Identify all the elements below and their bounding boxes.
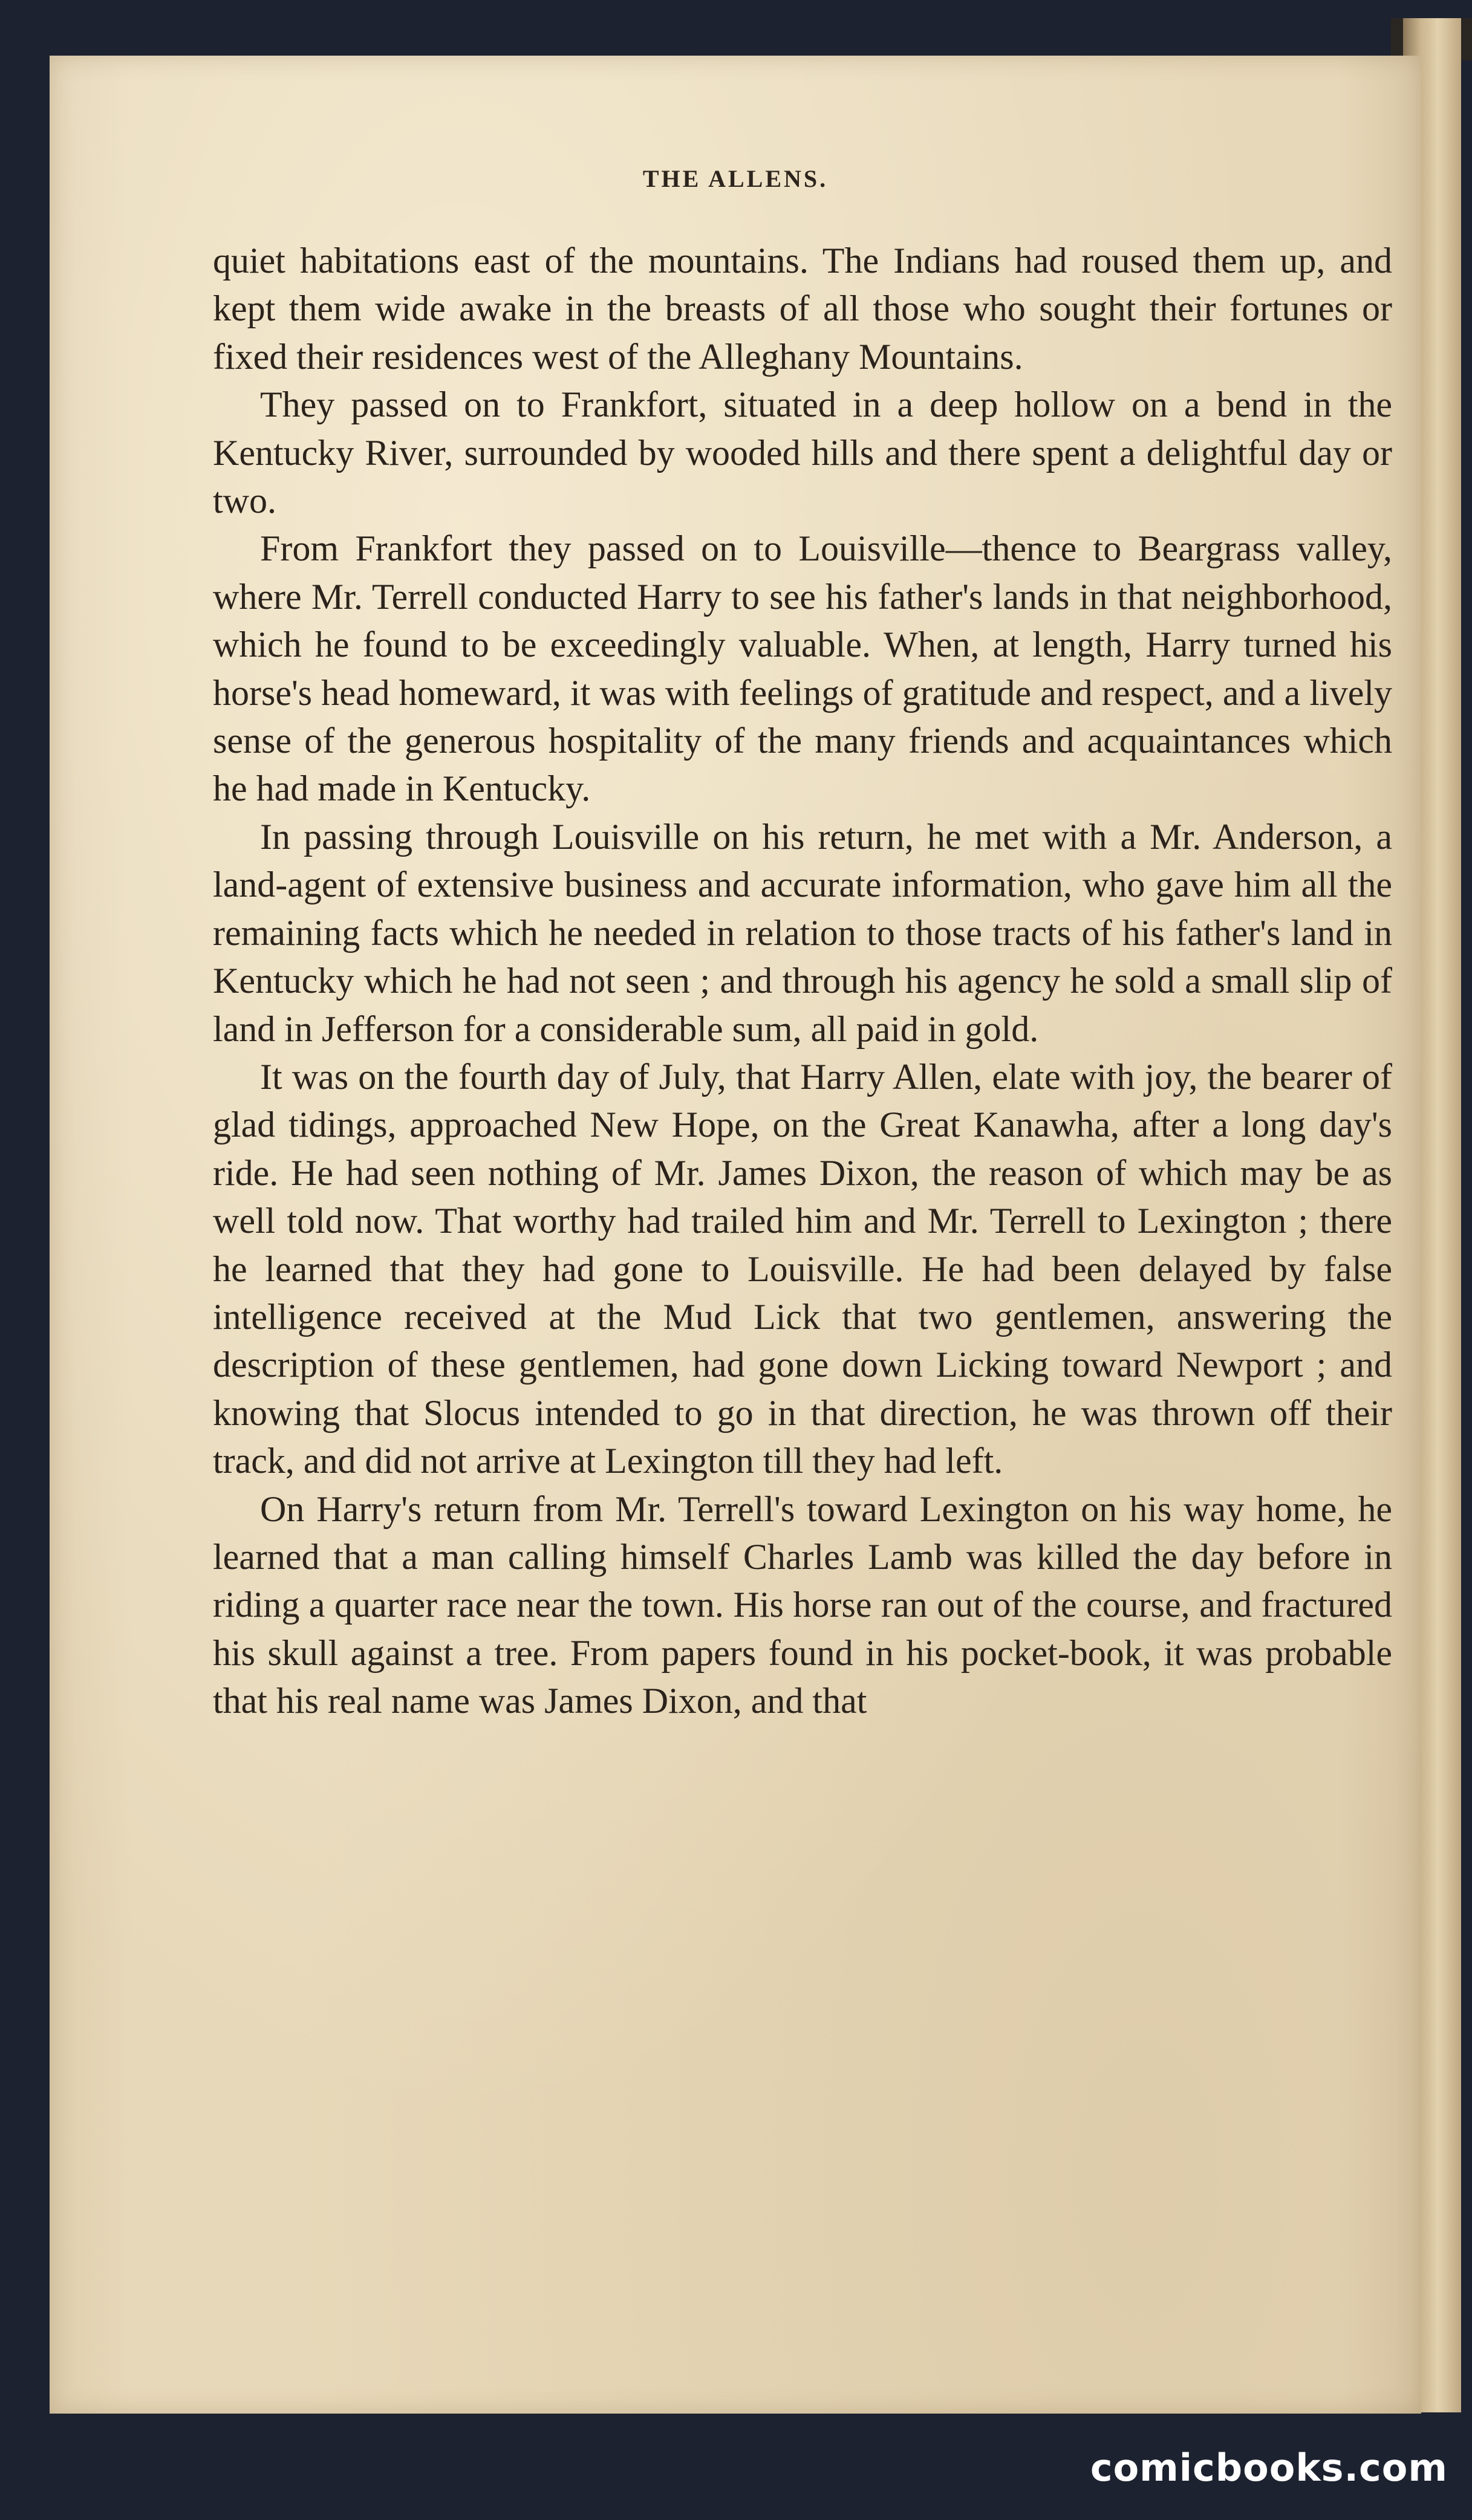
site-watermark: comicbooks.com (1090, 2446, 1448, 2490)
book-page (50, 56, 1421, 2414)
paragraph-3: From Frankfort they passed on to Louisville—thence to Beargrass valley, where Mr. Terrell conducted Harry to see his father's lands in that neighborhood, which he found to be exceedingly valuable. When, at length, Harry turned his horse's head homeward, it was with feelings of gratitude and respect, and a lively sense of the generous hospitality of the many friends and acquaintances which he had made in Kentucky. (213, 528, 1392, 809)
paragraph-2: They passed on to Frankfort, situated in a deep hollow on a bend in the Kentucky River, surrounded by wooded hills and there spent a delightful day or two. (213, 385, 1392, 521)
running-head: THE ALLENS. (642, 165, 829, 192)
paragraph-5: It was on the fourth day of July, that Harry Allen, elate with joy, the bearer of glad tidings, approached New Hope, on the Great Kanawha, after a long day's ride. He had seen nothing of Mr. James Dixon, the reason of which may be as well told now. That worthy had trailed him and Mr. Terrell to Lexington ; there he learned that they had gone to Louisville. He had been delayed by false intelligence received at the Mud Lick that two gentlemen, answering the description of these gentlemen, had gone down Licking toward Newport ; and knowing that Slocus intended to go in that direction, he was thrown off their track, and did not arrive at Lexington till they had left. (213, 1056, 1392, 1481)
paragraph-1: quiet habitations east of the mountains. The Indians had roused them up, and kept them wide awake in the breasts of all those who sought their fortunes or fixed their residences west of the Alleghany Mountains. (213, 241, 1392, 377)
page-body (213, 237, 1392, 1726)
paragraph-6: On Harry's return from Mr. Terrell's toward Lexington on his way home, he learned that a man calling himself Charles Lamb was killed the day before in riding a quarter race near the town. His horse ran out of the course, and fractured his skull against a tree. From papers found in his pocket-book, it was probable that his real name was James Dixon, and that (213, 1489, 1392, 1721)
paragraph-4: In passing through Louisville on his return, he met with a Mr. Anderson, a land-agent of extensive business and accurate information, who gave him all the remaining facts which he needed in relation to those tracts of his father's land in Kentucky which he had not seen ; and through his agency he sold a small slip of land in Jefferson for a considerable sum, all paid in gold. (213, 816, 1392, 1049)
